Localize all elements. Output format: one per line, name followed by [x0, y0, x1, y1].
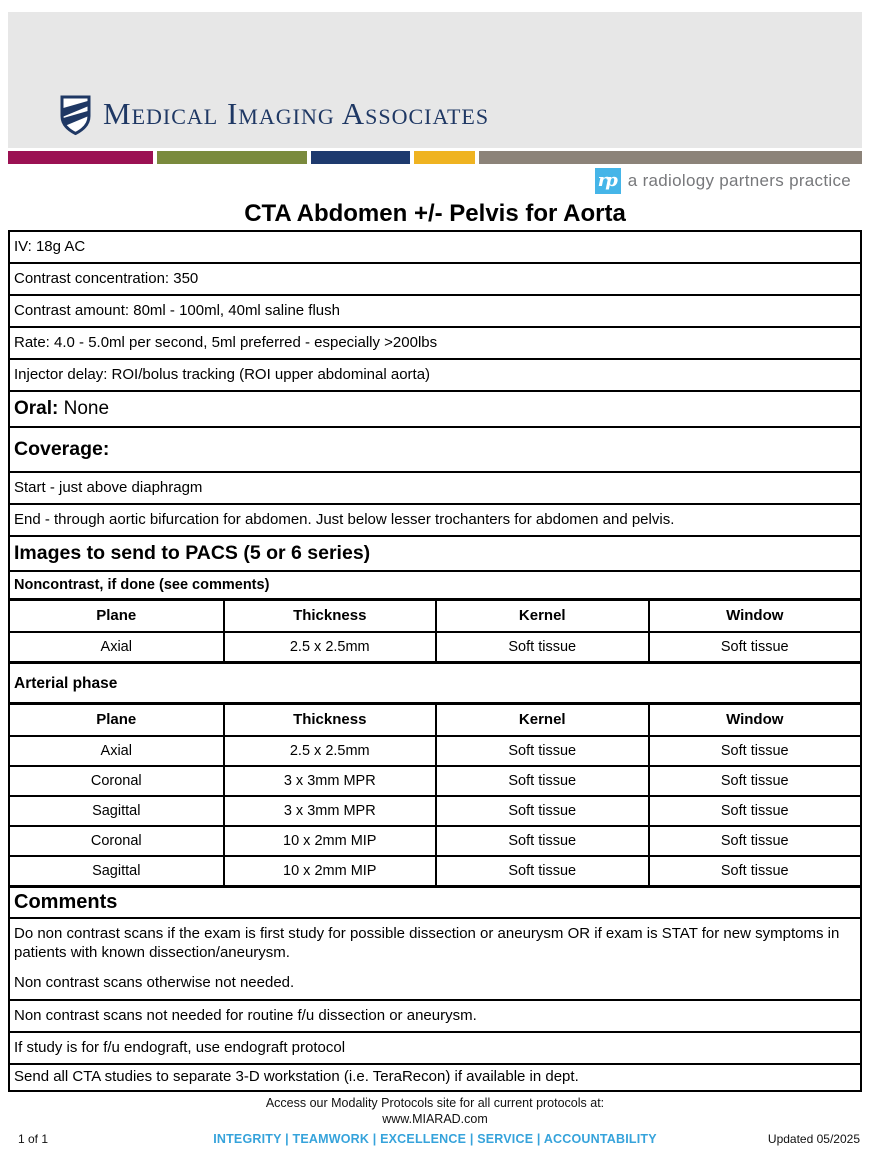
table-cell: Axial: [10, 735, 223, 765]
comment-note-row: Non contrast scans not needed for routine f/u dissection or aneurysm.: [10, 999, 860, 1031]
stripe-olive: [157, 151, 307, 164]
table-cell: Soft tissue: [435, 765, 648, 795]
footer-access-line: Access our Modality Protocols site for all current protocols at:: [265, 1096, 605, 1110]
table-cell: Soft tissue: [648, 765, 861, 795]
comments-paragraph: Non contrast scans otherwise not needed.: [14, 974, 295, 991]
coverage-heading-row: Coverage:: [10, 426, 860, 471]
table-cell: Soft tissue: [435, 735, 648, 765]
footer-values-line: INTEGRITY | TEAMWORK | EXCELLENCE | SERVICE | ACCOUNTABILITY: [213, 1132, 657, 1146]
stripe-maroon: [8, 151, 153, 164]
header-band: [8, 12, 862, 148]
column-header-thickness: Thickness: [223, 705, 436, 735]
footer-bottom-row: [8, 1130, 862, 1148]
comment-note-row: Send all CTA studies to separate 3-D workstation (i.e. TeraRecon) if available in dept.: [10, 1063, 860, 1090]
oral-label: Oral:: [14, 398, 59, 419]
table-cell: 3 x 3mm MPR: [223, 765, 436, 795]
stripe-gold: [414, 151, 475, 164]
coverage-start-row: Start - just above diaphragm: [10, 471, 860, 503]
contrast-amount-row: Contrast amount: 80ml - 100ml, 40ml saline flush: [10, 294, 860, 326]
footer: [8, 1095, 862, 1148]
oral-row: [10, 390, 860, 426]
column-header-kernel: Kernel: [435, 705, 648, 735]
rate-row: Rate: 4.0 - 5.0ml per second, 5ml preferred - especially >200lbs: [10, 326, 860, 358]
pacs-heading-row: Images to send to PACS (5 or 6 series): [10, 535, 860, 570]
stripe-navy: [311, 151, 410, 164]
table-cell: Soft tissue: [435, 825, 648, 855]
protocol-table: [8, 230, 862, 1092]
table-cell: 10 x 2mm MIP: [223, 855, 436, 885]
table-cell: Axial: [10, 631, 223, 661]
oral-value: None: [63, 398, 110, 419]
table-cell: 3 x 3mm MPR: [223, 795, 436, 825]
comments-paragraph: Do non contrast scans if the exam is first study for possible dissection or aneurysm OR if exam is STAT for new symptoms in patients with known dissection/aneurysm.: [14, 925, 840, 961]
comments-heading-row: Comments: [10, 885, 860, 917]
column-header-kernel: Kernel: [435, 601, 648, 631]
table-cell: Coronal: [10, 765, 223, 795]
column-header-thickness: Thickness: [223, 601, 436, 631]
column-header-window: Window: [648, 705, 861, 735]
stripe-taupe: [479, 151, 862, 164]
table-cell: Sagittal: [10, 795, 223, 825]
footer-updated-date: Updated 05/2025: [767, 1132, 860, 1146]
arterial-series-table: [10, 702, 860, 885]
contrast-concentration-row: Contrast concentration: 350: [10, 262, 860, 294]
brand-logo: [60, 95, 489, 136]
table-cell: Soft tissue: [648, 631, 861, 661]
table-cell: Coronal: [10, 825, 223, 855]
rp-monogram-icon: rp: [595, 168, 621, 194]
iv-row: IV: 18g AC: [14, 238, 86, 255]
page-indicator: 1 of 1: [18, 1132, 49, 1146]
brand-name: Medical Imaging Associates: [103, 96, 490, 131]
noncontrast-series-table: [10, 598, 860, 661]
column-header-plane: Plane: [96, 711, 137, 728]
table-cell: Soft tissue: [435, 855, 648, 885]
table-cell: Soft tissue: [648, 795, 861, 825]
arterial-phase-label-row: Arterial phase: [10, 661, 860, 702]
coverage-end-row: End - through aortic bifurcation for abdomen. Just below lesser trochanters for abdomen and pelvis.: [10, 503, 860, 535]
table-cell: Soft tissue: [435, 795, 648, 825]
noncontrast-label-row: Noncontrast, if done (see comments): [10, 570, 860, 598]
table-cell: Soft tissue: [648, 735, 861, 765]
footer-site-url: www.MIARAD.com: [382, 1112, 488, 1126]
table-cell: Soft tissue: [435, 631, 648, 661]
table-cell: 2.5 x 2.5mm: [223, 735, 436, 765]
injector-delay-row: Injector delay: ROI/bolus tracking (ROI upper abdominal aorta): [10, 358, 860, 390]
table-cell: Soft tissue: [648, 825, 861, 855]
column-header-plane: Plane: [96, 607, 137, 624]
rp-tagline: a radiology partners practice: [627, 170, 851, 190]
table-cell: Soft tissue: [648, 855, 861, 885]
table-cell: 10 x 2mm MIP: [223, 825, 436, 855]
accent-stripe-bar: [8, 151, 862, 164]
comment-note-row: If study is for f/u endograft, use endograft protocol: [10, 1031, 860, 1063]
page-title: CTA Abdomen +/- Pelvis for Aorta: [244, 200, 626, 227]
column-header-window: Window: [648, 601, 861, 631]
shield-icon: [60, 95, 91, 136]
rp-tagline-row: [8, 167, 862, 194]
table-cell: Sagittal: [10, 855, 223, 885]
table-cell: 2.5 x 2.5mm: [223, 631, 436, 661]
comments-body-row: [10, 917, 860, 992]
